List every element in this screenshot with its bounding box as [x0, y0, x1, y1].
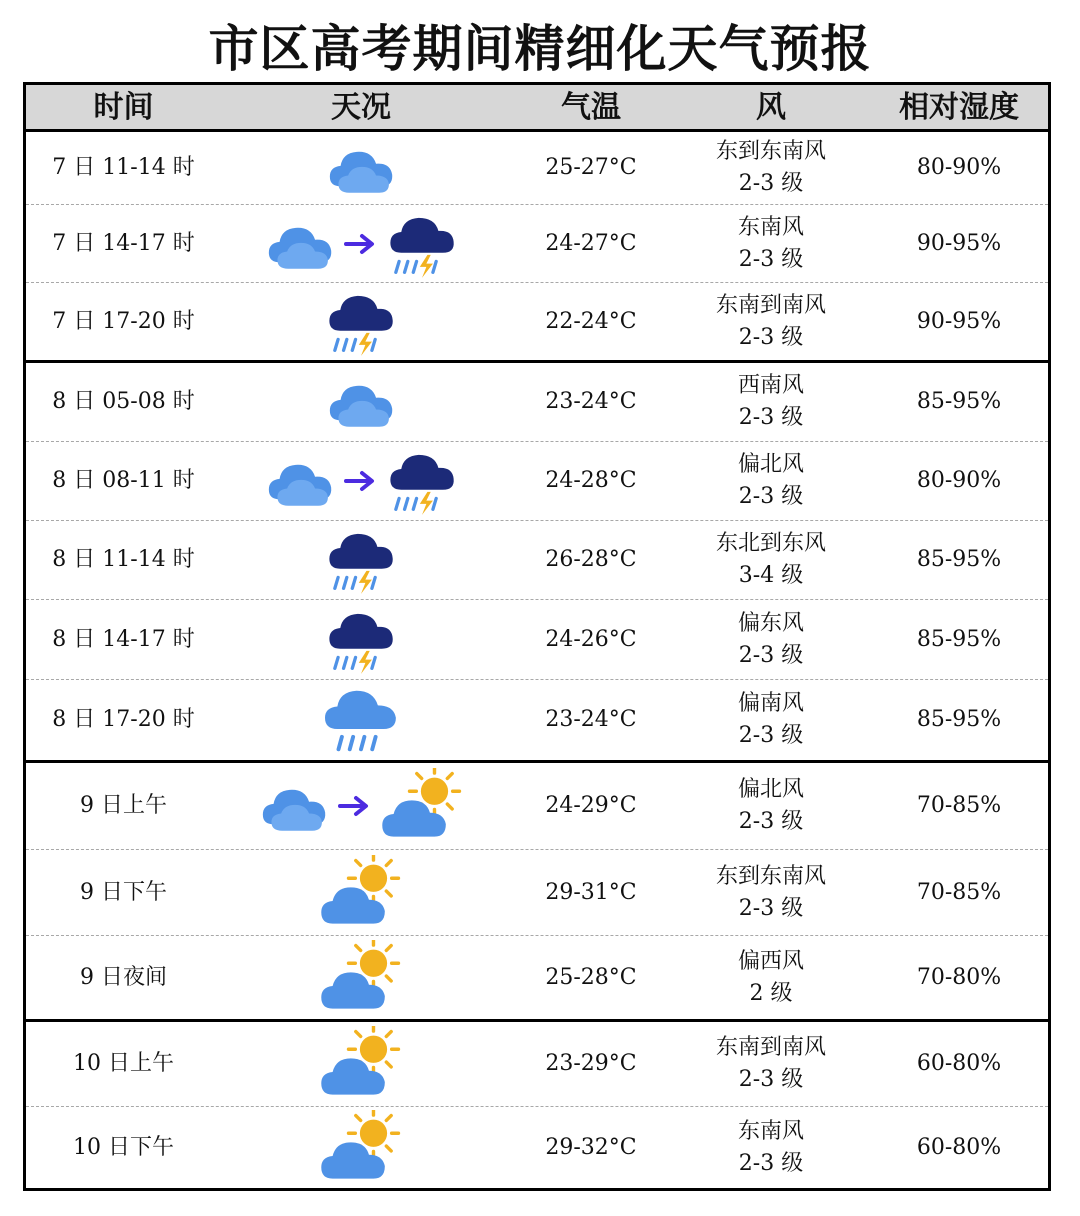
time-cell: 8 日 08-11 时 — [52, 468, 195, 493]
wind-level: 2-3 级 — [738, 324, 804, 350]
table-row — [26, 363, 1048, 442]
wind-level: 2-3 级 — [738, 642, 804, 668]
wind-level: 2-3 级 — [738, 895, 804, 921]
wind-cell — [686, 936, 856, 1019]
humidity-cell: 80-90% — [916, 468, 1002, 493]
partly-sunny-icon — [319, 940, 403, 1016]
sky-cell — [251, 936, 471, 1019]
table-row — [26, 132, 1048, 205]
table-row — [26, 521, 1048, 600]
thunderstorm-icon — [386, 446, 458, 516]
table-row — [26, 936, 1048, 1022]
wind-level: 2 级 — [749, 980, 793, 1006]
table-row — [26, 763, 1048, 850]
wind-level: 2-3 级 — [738, 246, 804, 272]
forecast-table — [23, 82, 1051, 1191]
wind-direction: 偏北风 — [737, 777, 804, 802]
partly-sunny-icon — [319, 1026, 403, 1102]
wind-direction: 东南到南风 — [715, 292, 826, 318]
header-humidity: 相对湿度 — [899, 90, 1019, 125]
wind-level: 3-4 级 — [738, 563, 804, 588]
header-temp: 气温 — [561, 90, 621, 125]
wind-direction: 东到东南风 — [715, 139, 826, 164]
humidity-cell: 60-80% — [916, 1051, 1002, 1076]
partly-sunny-icon — [380, 768, 464, 844]
wind-direction: 东到东南风 — [715, 863, 826, 889]
wind-direction: 西南风 — [737, 373, 804, 398]
arrow-icon — [338, 794, 372, 818]
temp-cell: 24-26°C — [545, 626, 637, 652]
cloudy-icon — [258, 777, 330, 835]
time-cell: 9 日下午 — [80, 879, 167, 905]
humidity-cell: 90-95% — [916, 230, 1002, 256]
table-row — [26, 850, 1048, 936]
time-cell: 7 日 11-14 时 — [52, 155, 195, 180]
wind-level: 2-3 级 — [738, 1067, 804, 1092]
wind-direction: 偏东风 — [737, 610, 804, 636]
wind-cell — [686, 1107, 856, 1188]
table-row — [26, 1022, 1048, 1107]
time-cell: 10 日上午 — [73, 1051, 174, 1076]
wind-level: 2-3 级 — [738, 809, 804, 834]
wind-cell — [686, 680, 856, 760]
time-cell: 8 日 11-14 时 — [52, 547, 195, 572]
wind-direction: 偏北风 — [737, 452, 804, 477]
table-row — [26, 680, 1048, 763]
sky-cell — [251, 1022, 471, 1106]
arrow-icon — [344, 469, 378, 493]
table-row — [26, 283, 1048, 363]
humidity-cell: 85-95% — [916, 389, 1002, 414]
time-cell: 9 日上午 — [80, 793, 167, 818]
wind-cell — [686, 521, 856, 599]
thunderstorm-icon — [386, 209, 458, 279]
humidity-cell: 70-85% — [916, 879, 1002, 905]
time-cell: 8 日 05-08 时 — [52, 389, 195, 414]
wind-direction: 东南风 — [737, 214, 804, 240]
humidity-cell: 85-95% — [916, 707, 1002, 732]
temp-cell: 25-27°C — [545, 155, 637, 180]
wind-cell — [686, 763, 856, 849]
table-row — [26, 442, 1048, 521]
wind-cell — [686, 442, 856, 520]
wind-cell — [686, 363, 856, 441]
sky-cell — [251, 850, 471, 935]
humidity-cell: 70-85% — [916, 793, 1002, 818]
header-sky: 天况 — [331, 90, 391, 125]
temp-cell: 29-31°C — [545, 879, 637, 905]
time-cell: 7 日 17-20 时 — [52, 308, 195, 334]
cloudy-icon — [264, 215, 336, 273]
sky-cell — [251, 363, 471, 441]
wind-direction: 偏南风 — [737, 691, 804, 716]
wind-direction: 偏西风 — [737, 948, 804, 974]
humidity-cell: 85-95% — [916, 547, 1002, 572]
sky-cell — [251, 442, 471, 520]
wind-cell — [686, 283, 856, 360]
humidity-cell: 80-90% — [916, 155, 1002, 180]
thunderstorm-icon — [325, 525, 397, 595]
cloudy-icon — [264, 452, 336, 510]
thunderstorm-icon — [325, 605, 397, 675]
table-row — [26, 1107, 1048, 1188]
header-wind: 风 — [756, 90, 786, 125]
table-row — [26, 205, 1048, 283]
wind-cell — [686, 205, 856, 282]
temp-cell: 29-32°C — [545, 1134, 637, 1160]
cloudy-icon — [325, 139, 397, 197]
temp-cell: 23-24°C — [545, 389, 637, 414]
humidity-cell: 85-95% — [916, 626, 1002, 652]
wind-direction: 东南到南风 — [715, 1035, 826, 1060]
sky-cell — [251, 521, 471, 599]
temp-cell: 25-28°C — [545, 964, 637, 990]
wind-level: 2-3 级 — [738, 171, 804, 196]
temp-cell: 22-24°C — [545, 308, 637, 334]
partly-sunny-icon — [319, 855, 403, 931]
sky-cell — [251, 600, 471, 679]
wind-direction: 东南风 — [737, 1118, 804, 1144]
sky-cell — [251, 205, 471, 282]
arrow-icon — [344, 232, 378, 256]
wind-level: 2-3 级 — [738, 405, 804, 430]
temp-cell: 24-27°C — [545, 230, 637, 256]
humidity-cell: 90-95% — [916, 308, 1002, 334]
time-cell: 8 日 14-17 时 — [52, 626, 195, 652]
wind-level: 2-3 级 — [738, 723, 804, 748]
page-title: 市区高考期间精细化天气预报 — [208, 20, 872, 78]
table-header — [26, 85, 1048, 132]
temp-cell: 24-28°C — [545, 468, 637, 493]
time-cell: 8 日 17-20 时 — [52, 707, 195, 732]
wind-level: 2-3 级 — [738, 484, 804, 509]
temp-cell: 26-28°C — [545, 547, 637, 572]
header-time: 时间 — [93, 90, 154, 125]
time-cell: 9 日夜间 — [80, 964, 167, 990]
temp-cell: 23-24°C — [545, 707, 637, 732]
wind-cell — [686, 600, 856, 679]
wind-cell — [686, 1022, 856, 1106]
time-cell: 7 日 14-17 时 — [52, 230, 195, 256]
wind-level: 2-3 级 — [738, 1150, 804, 1176]
temp-cell: 24-29°C — [545, 793, 637, 818]
wind-cell — [686, 850, 856, 935]
sky-cell — [251, 132, 471, 204]
humidity-cell: 70-80% — [916, 964, 1002, 990]
thunderstorm-icon — [325, 287, 397, 357]
temp-cell: 23-29°C — [545, 1051, 637, 1076]
partly-sunny-icon — [319, 1110, 403, 1186]
table-row — [26, 600, 1048, 680]
wind-cell — [686, 132, 856, 204]
sky-cell — [251, 680, 471, 760]
sky-cell — [251, 1107, 471, 1188]
cloudy-icon — [325, 373, 397, 431]
time-cell: 10 日下午 — [73, 1134, 174, 1160]
rain-icon — [321, 684, 401, 756]
sky-cell — [251, 763, 471, 849]
wind-direction: 东北到东风 — [715, 531, 826, 556]
sky-cell — [251, 283, 471, 360]
humidity-cell: 60-80% — [916, 1134, 1002, 1160]
